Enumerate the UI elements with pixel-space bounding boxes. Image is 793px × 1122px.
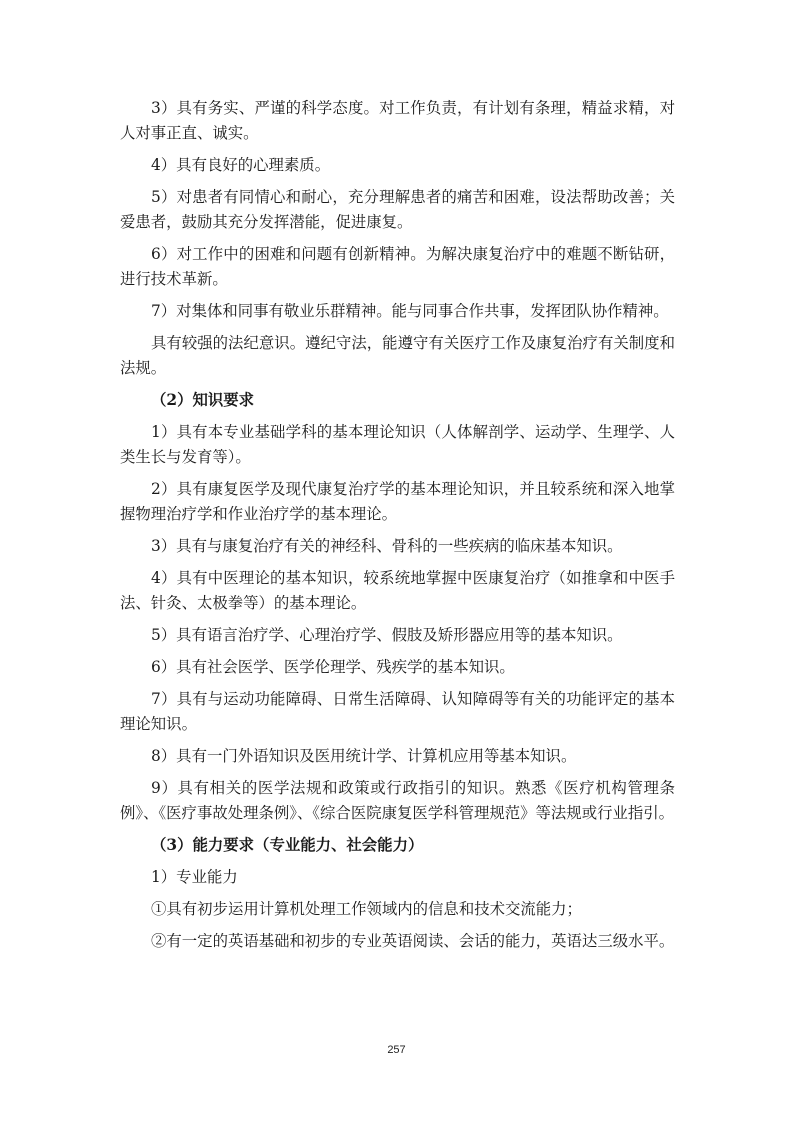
section-heading-ability: （3）能力要求（专业能力、社会能力）	[151, 836, 424, 854]
document-body	[120, 96, 675, 961]
section-heading-knowledge: （2）知识要求	[151, 391, 255, 409]
knowledge-item-9: 9）具有相关的医学法规和政策或行政指引的知识。熟悉《医疗机构管理条例》、《医疗事故处理条例》、《综合医院康复医学科管理规范》等法规或行业指引。	[120, 779, 675, 822]
knowledge-item-6: 6）具有社会医学、医学伦理学、残疾学的基本知识。	[151, 658, 515, 676]
knowledge-item-3: 3）具有与康复治疗有关的神经科、骨科的一些疾病的临床基本知识。	[151, 537, 623, 555]
paragraph-item-7: 7）对集体和同事有敬业乐群精神。能与同事合作共事，发挥团队协作精神。	[151, 302, 669, 320]
ability-item-1: ①具有初步运用计算机处理工作领域内的信息和技术交流能力；	[151, 900, 582, 918]
knowledge-item-4: 4）具有中医理论的基本知识，较系统地掌握中医康复治疗（如推拿和中医手法、针灸、太极拳等）的基本理论。	[120, 569, 675, 612]
paragraph-item-5: 5）对患者有同情心和耐心，充分理解患者的痛苦和困难，设法帮助改善；关爱患者，鼓励其充分发挥潜能，促进康复。	[120, 188, 675, 231]
paragraph-item-4: 4）具有良好的心理素质。	[151, 156, 331, 174]
knowledge-item-1: 1）具有本专业基础学科的基本理论知识（人体解剖学、运动学、生理学、人类生长与发育等）。	[120, 423, 675, 466]
paragraph-item-6: 6）对工作中的困难和问题有创新精神。为解决康复治疗中的难题不断钻研，进行技术革新。	[120, 245, 675, 288]
ability-subheading-professional: 1）专业能力	[151, 868, 238, 886]
paragraph-item-3: 3）具有务实、严谨的科学态度。对工作负责，有计划有条理，精益求精，对人对事正直、诚实。	[120, 99, 675, 142]
ability-item-2: ②有一定的英语基础和初步的专业英语阅读、会话的能力，英语达三级水平。	[151, 932, 675, 950]
knowledge-item-5: 5）具有语言治疗学、心理治疗学、假肢及矫形器应用等的基本知识。	[151, 626, 623, 644]
paragraph-legal-awareness: 具有较强的法纪意识。遵纪守法，能遵守有关医疗工作及康复治疗有关制度和法规。	[120, 334, 675, 377]
knowledge-item-8: 8）具有一门外语知识及医用统计学、计算机应用等基本知识。	[151, 747, 577, 765]
knowledge-item-2: 2）具有康复医学及现代康复治疗学的基本理论知识，并且较系统和深入地掌握物理治疗学和作业治疗学的基本理论。	[120, 480, 675, 523]
knowledge-item-7: 7）具有与运动功能障碍、日常生活障碍、认知障碍等有关的功能评定的基本理论知识。	[120, 690, 675, 733]
page-number: 257	[387, 1044, 406, 1056]
